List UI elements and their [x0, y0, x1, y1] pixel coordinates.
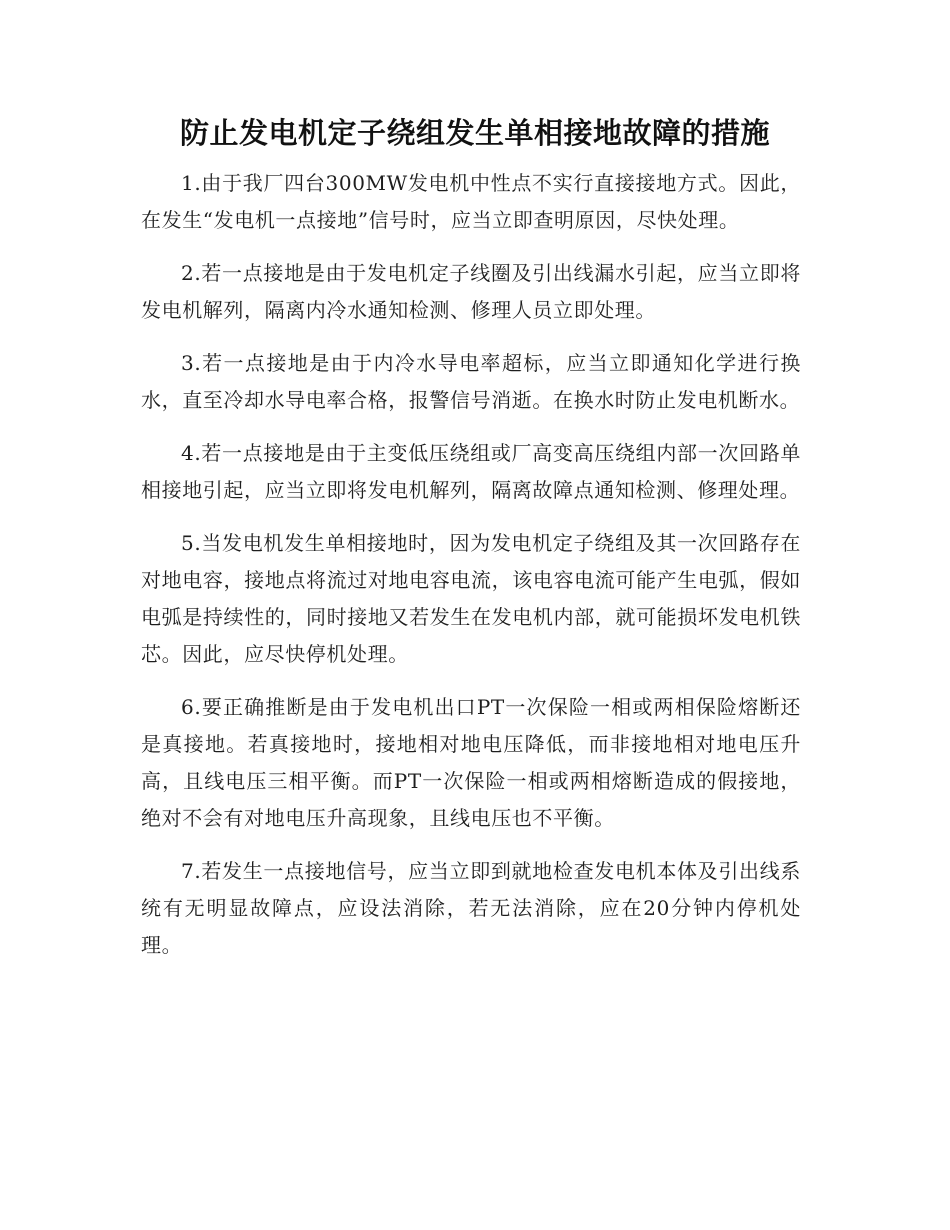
paragraph-4: 4.若一点接地是由于主变低压绕组或厂高变高压绕组内部一次回路单相接地引起，应当立即将发电机解列，隔离故障点通知检测、修理处理。 [141, 441, 801, 502]
paragraph-1: 1.由于我厂四台300MW发电机中性点不实行直接接地方式。因此，在发生“发电机一点接地”信号时，应当立即查明原因，尽快处理。 [141, 171, 801, 232]
document-title: 防止发电机定子绕组发生单相接地故障的措施 [179, 116, 770, 150]
paragraph-3: 3.若一点接地是由于内冷水导电率超标，应当立即通知化学进行换水，直至冷却水导电率合格，报警信号消逝。在换水时防止发电机断水。 [141, 351, 801, 412]
document-body [141, 165, 801, 980]
paragraph-7: 7.若发生一点接地信号，应当立即到就地检查发电机本体及引出线系统有无明显故障点，应设法消除，若无法消除，应在20分钟内停机处理。 [141, 859, 801, 957]
paragraph-5: 5.当发电机发生单相接地时，因为发电机定子绕组及其一次回路存在对地电容，接地点将流过对地电容电流，该电容电流可能产生电弧，假如电弧是持续性的，同时接地又若发生在发电机内部，就可能损坏发电机铁芯。因此，应尽快停机处理。 [141, 531, 801, 666]
paragraph-2: 2.若一点接地是由于发电机定子线圈及引出线漏水引起，应当立即将发电机解列，隔离内冷水通知检测、修理人员立即处理。 [141, 261, 801, 322]
paragraph-6: 6.要正确推断是由于发电机出口PT一次保险一相或两相保险熔断还是真接地。若真接地时，接地相对地电压降低，而非接地相对地电压升高，且线电压三相平衡。而PT一次保险一相或两相熔断造成的假接地，绝对不会有对地电压升高现象，且线电压也不平衡。 [141, 695, 801, 830]
